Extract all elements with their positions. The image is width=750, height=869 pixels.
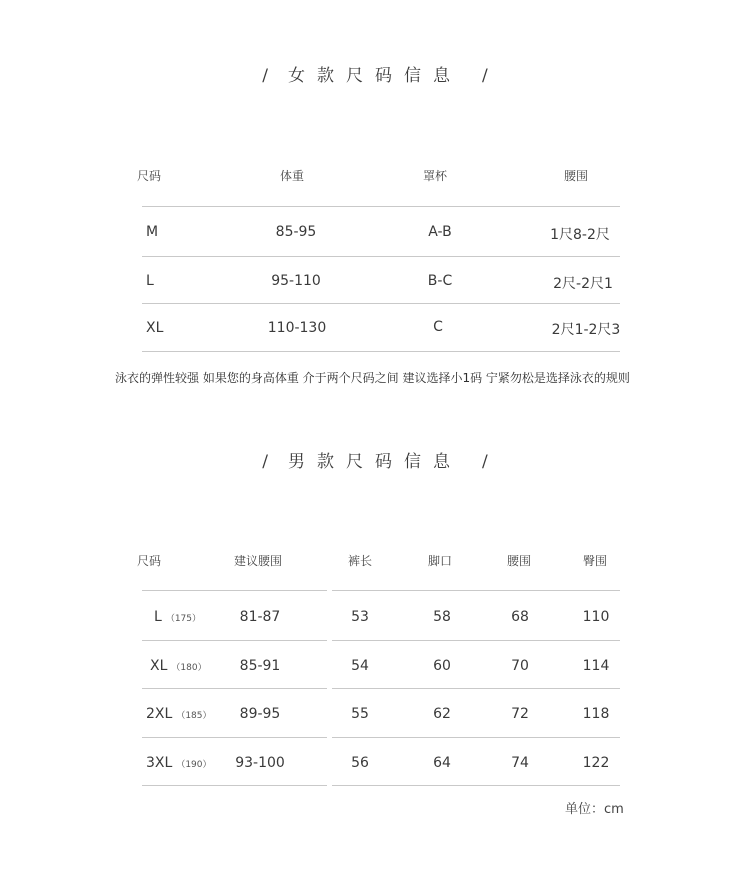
men-header-waist: 腰围 <box>506 554 532 568</box>
women-cell-waist: 1尺8-2尺 <box>550 227 610 243</box>
divider <box>332 737 620 738</box>
divider <box>142 590 327 591</box>
divider <box>142 640 327 641</box>
title-slash-left: / <box>262 452 268 472</box>
men-cell-waist: 74 <box>511 755 529 771</box>
men-size-title <box>0 447 750 472</box>
divider <box>142 688 327 689</box>
men-cell-hip: 110 <box>582 609 610 625</box>
men-header-hip: 臀围 <box>582 554 608 568</box>
divider <box>332 688 620 689</box>
men-header-size: 尺码 <box>136 554 162 568</box>
women-cell-cup: C <box>433 319 443 335</box>
men-header-length: 裤长 <box>347 554 373 568</box>
men-cell-leg-opening: 64 <box>433 755 451 771</box>
men-cell-waist: 68 <box>511 609 529 625</box>
men-cell-size: XL （180） <box>150 658 207 674</box>
men-cell-length: 53 <box>351 609 369 625</box>
women-size-title <box>0 61 750 86</box>
women-cell-weight: 85-95 <box>275 224 317 240</box>
divider <box>332 590 620 591</box>
men-cell-hip: 114 <box>582 658 610 674</box>
title-slash-left: / <box>262 66 268 86</box>
divider <box>142 785 327 786</box>
divider <box>332 640 620 641</box>
divider <box>142 351 620 352</box>
men-cell-length: 56 <box>351 755 369 771</box>
men-cell-suggest-waist: 93-100 <box>235 755 285 771</box>
men-cell-leg-opening: 60 <box>433 658 451 674</box>
women-cell-cup: B-C <box>427 273 453 289</box>
men-cell-size: 3XL （190） <box>146 755 212 771</box>
men-title-text: 男款尺码信息 <box>288 452 462 472</box>
title-slash-right: / <box>482 452 488 472</box>
men-cell-length: 54 <box>351 658 369 674</box>
men-cell-length: 55 <box>351 706 369 722</box>
women-header-waist: 腰围 <box>563 169 589 183</box>
men-header-suggest-waist: 建议腰围 <box>233 554 283 568</box>
women-cell-weight: 95-110 <box>271 273 321 289</box>
men-cell-suggest-waist: 89-95 <box>239 706 281 722</box>
men-cell-hip: 118 <box>582 706 610 722</box>
men-cell-waist: 72 <box>511 706 529 722</box>
men-cell-size: L （175） <box>154 609 202 625</box>
women-cell-weight: 110-130 <box>267 320 327 336</box>
divider <box>332 785 620 786</box>
men-cell-size: 2XL （185） <box>146 706 212 722</box>
men-cell-suggest-waist: 81-87 <box>239 609 281 625</box>
size-advice-note: 泳衣的弹性较强 如果您的身高体重 介于两个尺码之间 建议选择小1码 宁紧勿松是选择泳衣的规则 <box>115 371 630 385</box>
women-cell-cup: A-B <box>428 224 452 240</box>
divider <box>142 737 327 738</box>
divider <box>142 206 620 207</box>
divider <box>142 303 620 304</box>
title-slash-right: / <box>482 66 488 86</box>
women-header-weight: 体重 <box>279 169 305 183</box>
women-cell-waist: 2尺1-2尺3 <box>551 322 621 338</box>
women-cell-size: M <box>146 224 159 240</box>
men-cell-leg-opening: 62 <box>433 706 451 722</box>
men-cell-hip: 122 <box>582 755 610 771</box>
women-cell-size: L <box>146 273 154 289</box>
men-cell-waist: 70 <box>511 658 529 674</box>
women-cell-waist: 2尺-2尺1 <box>553 276 613 292</box>
men-cell-suggest-waist: 85-91 <box>239 658 281 674</box>
divider <box>142 256 620 257</box>
women-header-size: 尺码 <box>136 169 162 183</box>
men-header-leg-opening: 脚口 <box>427 554 453 568</box>
men-cell-leg-opening: 58 <box>433 609 451 625</box>
women-cell-size: XL <box>146 320 164 336</box>
women-header-cup: 罩杯 <box>422 169 448 183</box>
women-title-text: 女款尺码信息 <box>288 66 462 86</box>
unit-label: 单位：cm <box>565 802 624 817</box>
